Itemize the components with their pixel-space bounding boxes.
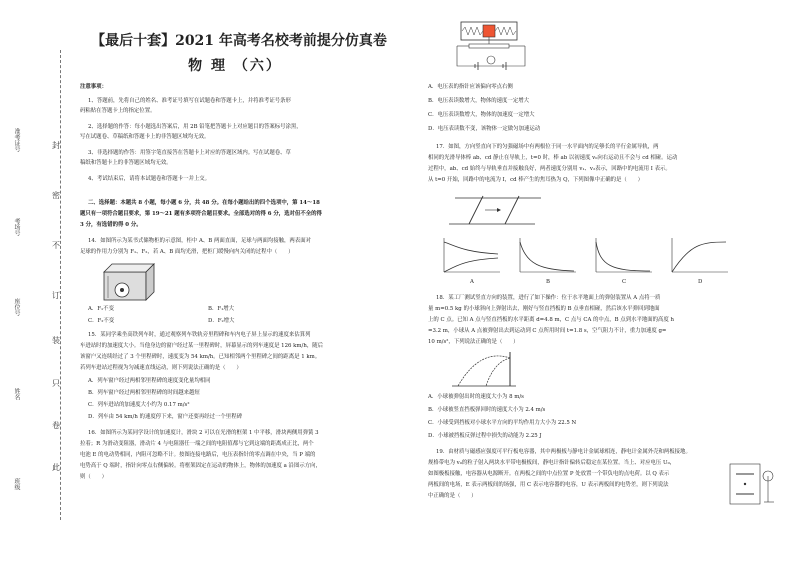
- binding-dashed-line: [60, 50, 61, 520]
- q15-option-d: D．列车由 54 km/h 的速度停下来，窗户还要再经过一个里程碑: [88, 414, 242, 420]
- q18-line: 10 m/s²，下列说法正确的是（ ）: [428, 339, 519, 345]
- q15-line: 15．某同学乘坐高铁列车时，通过观察列车铁轨旁里程碑和车内电子屏上显示的速度来估算列: [88, 332, 311, 338]
- q17-graph-label-b: B: [546, 279, 550, 285]
- q18-line: 18．某工厂测试竖直方向的装置，进行了如下操作：位于水平地面上的弹射装置从 A 点将一质: [436, 295, 661, 301]
- q16-option-d: D．电压表读数不变，该物体一定做匀加速运动: [428, 126, 541, 132]
- q15-option-b: B．列车窗户经过两相邻里程碑的时间越来越短: [88, 390, 200, 396]
- q18-line: =3.2 m，小球从 A 点被弹射出去到运动到 C 点所用时间 t=1.8 s，空气阻力不计，重力加速度 g=: [428, 328, 667, 334]
- q14-option-c: C．F₂不变: [88, 318, 115, 324]
- q16-line: 电势高于 Q 端时，指针向零点右侧偏转。将框架固定在运动的物体上，物体的加速度 a 沿图示方向，: [80, 463, 321, 469]
- q16-option-a: A．电压表的指针应该偏向零点右侧: [428, 84, 513, 90]
- q14-cabinet-figure: [100, 262, 155, 302]
- q19-line: 两板间的电场，E 表示两板间的场强，用 C 表示电容器的电容，U 表示两板间的电势差，则下列说法: [428, 482, 669, 488]
- q17-line: 相同的光滑导体棒 ab、cd 静止在导轨上，t=0 时，棒 ab 以初速度 v₀向右运动且不会与 cd 相碰。运动: [428, 155, 678, 161]
- q14-option-b: B．F₁增大: [208, 306, 235, 312]
- q14-option-a: A．F₁不变: [88, 306, 114, 312]
- binding-field-name: 姓名: [13, 388, 20, 400]
- binding-char: 此: [52, 463, 60, 472]
- q18-line: 量 m=0.5 kg 的小球斜向上弹射出去，刚好与竖直挡板的 B 点垂直相碰，然后该水平弹回到地面: [428, 306, 660, 312]
- notes-line: 2、选择题的作答：每小题选出答案后，用 2B 铅笔把答题卡上对应题目的答案标号涂黑，: [88, 124, 302, 130]
- exam-title: 【最后十套】2021 年高考名校考前提分仿真卷: [91, 33, 387, 49]
- binding-field-class: 班级: [13, 478, 20, 490]
- q16-line: 电池 E 的电动势相同，内阻可忽略不计。按图连接电路后，电压表指针的零点调在中央，当 P 端的: [80, 452, 316, 458]
- binding-char: 卷: [52, 421, 60, 430]
- q19-line: 19．由材质与磁感应强度可平行板电容器，其中两极板与静电计金属球相连，静电计金属外壳和两板接地。: [436, 449, 691, 455]
- section2-line: 题只有一项符合题目要求，第 19～21 题有多项符合题目要求。全部选对的得 6 分，选对但不全的得: [80, 211, 322, 217]
- q19-capacitor-figure: [728, 462, 776, 506]
- q19-line: 中正确的是（ ）: [428, 493, 477, 499]
- q14-line: 足球的作用力分别为 F₁、F₂，若 A、B 面均光滑，把柜门缓慢向内关闭的过程中（ ）: [80, 249, 294, 255]
- q17-graph-label-d: D: [698, 279, 703, 285]
- q18-option-c: C．小球受到挡板对小球水平方向的平均作用力大小为 22.5 N: [428, 420, 577, 426]
- q15-line: 车进站时的加速度大小。当他身边的窗户经过某一里程碑时，屏幕显示的列车速度是 126 km/h，随后: [80, 343, 324, 349]
- binding-char: 密: [52, 191, 60, 200]
- notes-line: 稿纸和答题卡上的非答题区域均无效。: [80, 160, 172, 166]
- q16-accelerometer-figure: [455, 18, 527, 72]
- q15-line: 该窗户又连续经过了 3 个里程碑时，速度变为 54 km/h。已知相邻两个里程碑之间的距离是 1 km。: [80, 354, 321, 360]
- q17-rails-figure: [445, 190, 545, 230]
- q17-graph-label-c: C: [622, 279, 627, 285]
- q18-option-a: A．小球被弹射出时的速度大小为 8 m/s: [428, 394, 524, 400]
- q17-line: 17．如图，方向竖直向下的匀强磁场中有两根位于同一水平面内的足够长的平行金属导轨，两: [436, 144, 659, 150]
- q17-graph-a: [444, 238, 500, 272]
- q14-line: 14．如图所示为某书式储物柜的示意图，柜中 A、B 两面直面，足球与两面均接触，两表面对: [88, 238, 311, 244]
- notes-line: 写在试题卷、草稿纸和答题卡上的非答题区域均无效。: [80, 134, 210, 140]
- q17-graph-c: [596, 238, 652, 272]
- binding-char: 订: [52, 291, 60, 300]
- q14-option-d: D．F₂增大: [208, 318, 235, 324]
- q16-line: 则（ ）: [80, 474, 107, 480]
- section2-line: 二、选择题：本题共 8 小题，每小题 6 分，共 48 分。在每小题给出的四个选项中，第 14～18: [88, 200, 320, 206]
- q18-option-b: B．小球被竖直挡板弹回时的速度大小为 2.4 m/s: [428, 407, 546, 413]
- binding-char: 只: [52, 379, 60, 388]
- q17-line: 过程中，ab、cd 始终与导轨垂直并接触良好，两者速度分别用 v₁、v₂表示，回路中的电流用 I 表示。: [428, 166, 671, 172]
- binding-field-exam-id: 准考证号: [13, 128, 20, 152]
- q18-line: 上的 C 点。已知 A 点与竖直挡板的水平距离 d=4.8 m，C 点与 CA 的中点，B 点到水平地面的高度 h: [428, 317, 674, 323]
- q18-option-d: D．小球被挡板反弹过程中损失的动能为 2.25 J: [428, 433, 542, 439]
- binding-field-seat: 座位号: [13, 298, 20, 316]
- binding-field-room: 考场号: [13, 218, 20, 236]
- binding-strip: [0, 0, 60, 562]
- binding-char: 装: [52, 336, 60, 345]
- q16-line: 16．如图所示为某同学设计的加速度计，滑块 2 可以在光滑的框架 1 中平移，滑块两侧用弹簧 3: [88, 430, 319, 436]
- q17-graph-label-a: A: [470, 279, 474, 285]
- exam-subject: 物 理 （六）: [188, 58, 282, 74]
- q19-line: 如图极板接触，电容器从电源断开。在两板之间的中点位置 P 处放置一个带负电的点电荷。以 Q 表示: [428, 471, 670, 477]
- q15-option-a: A．列车窗户经过两相邻里程碑的速度变化量均相同: [88, 378, 211, 384]
- q16-option-c: C．电压表读数增大，物体的加速度一定增大: [428, 112, 535, 118]
- q15-option-c: C．列车进站的加速度大小约为 0.17 m/s²: [88, 402, 190, 408]
- binding-char: 不: [52, 241, 60, 250]
- q17-line: 从 t=0 开始，回路中的电流为 I，cd 棒产生的焦耳热为 Q，下列图像中正确的是（ ）: [428, 177, 643, 183]
- q19-line: 规格带电为 v₀的粒子射入两块水平带电极板间，静电计指针偏转后稳定在某位置。当上、对应电压 U₀，: [428, 460, 676, 466]
- q17-graphs: [440, 236, 740, 278]
- notes-line: 1、答题前，先将自己的姓名、准考证号填写在试题卷和答题卡上，并将准考证号条形: [88, 98, 291, 104]
- section2-line: 3 分，有选错的得 0 分。: [80, 222, 142, 228]
- q17-graph-b: [520, 238, 576, 272]
- q15-line: 若列车进站过程视为匀减速直线运动，则下列说法正确的是（ ）: [80, 365, 242, 371]
- notes-heading: 注意事项：: [80, 84, 107, 90]
- notes-line: 3、非选择题的作答：用签字笔直接答在答题卡上对应的答题区域内。写在试题卷、草: [88, 150, 291, 156]
- q16-option-b: B．电压表读数增大，物体的速度一定增大: [428, 98, 529, 104]
- notes-line: 码粘贴在答题卡上的指定位置。: [80, 108, 156, 114]
- notes-line: 4、考试结束后，请将本试题卷和答题卡一并上交。: [88, 176, 211, 182]
- q18-projectile-figure: [450, 348, 522, 390]
- binding-char: 封: [52, 141, 60, 150]
- q17-graph-d: [672, 238, 728, 272]
- q16-line: 拉着；R 为滑动变阻器，滑动片 4 与电阻器任一端之间的电阻值都与它到这端的距离成正比，两个: [80, 441, 314, 447]
